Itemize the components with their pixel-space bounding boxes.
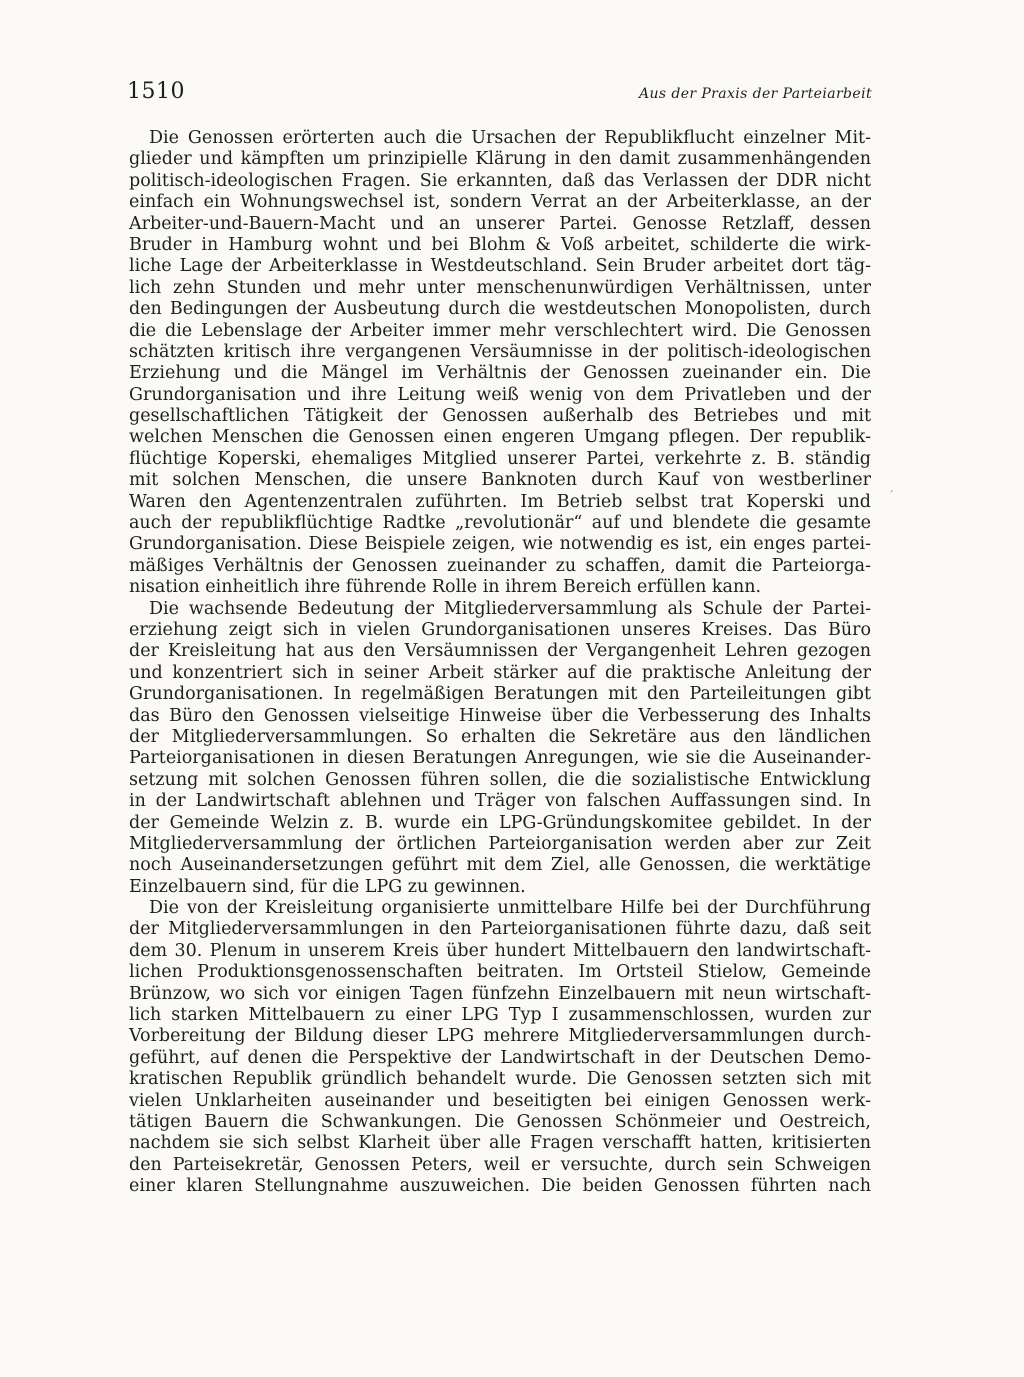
text-line: vielen Unklarheiten auseinander und beseitigten bei einigen Genossen werk- [129, 1090, 871, 1111]
text-line: Waren den Agentenzentralen zuführten. Im Betrieb selbst trat Koperski und [129, 491, 871, 512]
text-line: geführt, auf denen die Perspektive der Landwirtschaft in der Deutschen Demo- [129, 1047, 871, 1068]
text-line: Bruder in Hamburg wohnt und bei Blohm & Voß arbeitet, schilderte die wirk- [129, 234, 871, 255]
text-line: den Parteisekretär, Genossen Peters, weil er versuchte, durch sein Schweigen [129, 1154, 871, 1175]
text-line: erziehung zeigt sich in vielen Grundorganisationen unseres Kreises. Das Büro [129, 619, 871, 640]
text-line: der Mitgliederversammlungen in den Parteiorganisationen führte dazu, daß seit [129, 919, 871, 940]
text-line: der Kreisleitung hat aus den Versäumnissen der Vergangenheit Lehren gezogen [129, 641, 871, 662]
text-line: einer klaren Stellungnahme auszuweichen. Die beiden Genossen führten nach [129, 1176, 871, 1197]
text-line: der Gemeinde Welzin z. B. wurde ein LPG-Gründungskomitee gebildet. In der [129, 812, 871, 833]
text-line: schätzten kritisch ihre vergangenen Versäumnisse in der politisch-ideologischen [129, 341, 871, 362]
text-line: mäßiges Verhältnis der Genossen zueinander zu schaffen, damit die Parteiorga- [129, 555, 871, 576]
text-line: Die von der Kreisleitung organisierte unmittelbare Hilfe bei der Durchführung [149, 898, 871, 919]
text-line: lich starken Mittelbauern zu einer LPG Typ I zusammenschlossen, wurden zur [129, 1005, 871, 1026]
page-number: 1510 [127, 79, 185, 104]
text-line: Grundorganisationen. In regelmäßigen Beratungen mit den Parteileitungen gibt [129, 684, 871, 705]
text-line: politisch-ideologischen Fragen. Sie erkannten, daß das Verlassen der DDR nicht [129, 170, 871, 191]
text-line: das Büro den Genossen vielseitige Hinweise über die Verbesserung des Inhalts [129, 705, 871, 726]
text-line: lich zehn Stunden und mehr unter menschenunwürdigen Verhältnissen, unter [129, 277, 871, 298]
paragraph [129, 898, 871, 1197]
paragraph [129, 599, 871, 898]
text-line: nisation einheitlich ihre führende Rolle in ihrem Bereich erfüllen kann. [129, 577, 762, 598]
text-line: Grundorganisation. Diese Beispiele zeigen, wie notwendig es ist, ein enges partei- [129, 534, 871, 555]
text-line: Die Genossen erörterten auch die Ursachen der Republikflucht einzelner Mit- [149, 128, 871, 148]
body-text [129, 128, 871, 1198]
text-line: gesellschaftlichen Tätigkeit der Genossen außerhalb des Betriebes und mit [129, 406, 871, 427]
text-line: in der Landwirtschaft ablehnen und Träger von falschen Auffassungen sind. In [129, 791, 871, 812]
text-line: glieder und kämpften um prinzipielle Klärung in den damit zusammenhängenden [129, 149, 871, 170]
text-line: nachdem sie sich selbst Klarheit über alle Fragen verschafft hatten, kritisierten [129, 1133, 871, 1154]
text-line: dem 30. Plenum in unserem Kreis über hundert Mittelbauern den landwirtschaft- [129, 940, 871, 961]
text-line: Die wachsende Bedeutung der Mitgliederversammlung als Schule der Partei- [149, 598, 871, 619]
text-line: den Bedingungen der Ausbeutung durch die westdeutschen Monopolisten, durch [129, 299, 871, 320]
text-line: liche Lage der Arbeiterklasse in Westdeutschland. Sein Bruder arbeitet dort täg- [129, 256, 871, 277]
text-line: die die Lebenslage der Arbeiter immer mehr verschlechtert wird. Die Genossen [129, 320, 871, 341]
text-line: und konzentriert sich in seiner Arbeit stärker auf die praktische Anleitung der [129, 662, 871, 683]
text-line: flüchtige Koperski, ehemaliges Mitglied unserer Partei, verkehrte z. B. ständig [129, 448, 871, 469]
text-line: welchen Menschen die Genossen einen engeren Umgang pflegen. Der republik- [129, 427, 871, 448]
text-line: Brünzow, wo sich vor einigen Tagen fünfzehn Einzelbauern mit neun wirtschaft- [129, 983, 871, 1004]
text-line: Einzelbauern sind, für die LPG zu gewinnen. [129, 876, 526, 897]
text-line: Vorbereitung der Bildung dieser LPG mehrere Mitgliederversammlungen durch- [129, 1026, 871, 1047]
margin-mark: ˊ [888, 489, 894, 503]
text-line: mit solchen Menschen, die unsere Banknoten durch Kauf von westberliner [129, 470, 871, 491]
running-header: Aus der Praxis der Parteiarbeit [638, 86, 872, 102]
text-line: Mitgliederversammlung der örtlichen Parteiorganisation werden aber zur Zeit [129, 833, 871, 854]
text-line: auch der republikflüchtige Radtke „revolutionär“ auf und blendete die gesamte [129, 513, 871, 534]
text-line: setzung mit solchen Genossen führen sollen, die die sozialistische Entwicklung [129, 769, 871, 790]
text-line: Parteiorganisationen in diesen Beratungen Anregungen, wie sie die Auseinander- [129, 748, 871, 769]
text-line: tätigen Bauern die Schwankungen. Die Genossen Schönmeier und Oestreich, [129, 1111, 871, 1132]
text-line: lichen Produktionsgenossenschaften beitraten. Im Ortsteil Stielow, Gemeinde [129, 962, 871, 983]
text-line: Erziehung und die Mängel im Verhältnis der Genossen zueinander ein. Die [129, 363, 871, 384]
text-line: kratischen Republik gründlich behandelt wurde. Die Genossen setzten sich mit [129, 1069, 871, 1090]
text-line: der Mitgliederversammlungen. So erhalten die Sekretäre aus den ländlichen [129, 726, 871, 747]
text-line: Grundorganisation und ihre Leitung weiß wenig von dem Privatleben und der [129, 384, 871, 405]
text-line: noch Auseinandersetzungen geführt mit dem Ziel, alle Genossen, die werktätige [129, 855, 871, 876]
paragraph [129, 128, 871, 599]
text-line: Arbeiter-und-Bauern-Macht und an unserer Partei. Genosse Retzlaff, dessen [129, 213, 871, 234]
text-line: einfach ein Wohnungswechsel ist, sondern Verrat an der Arbeiterklasse, an der [129, 192, 871, 213]
